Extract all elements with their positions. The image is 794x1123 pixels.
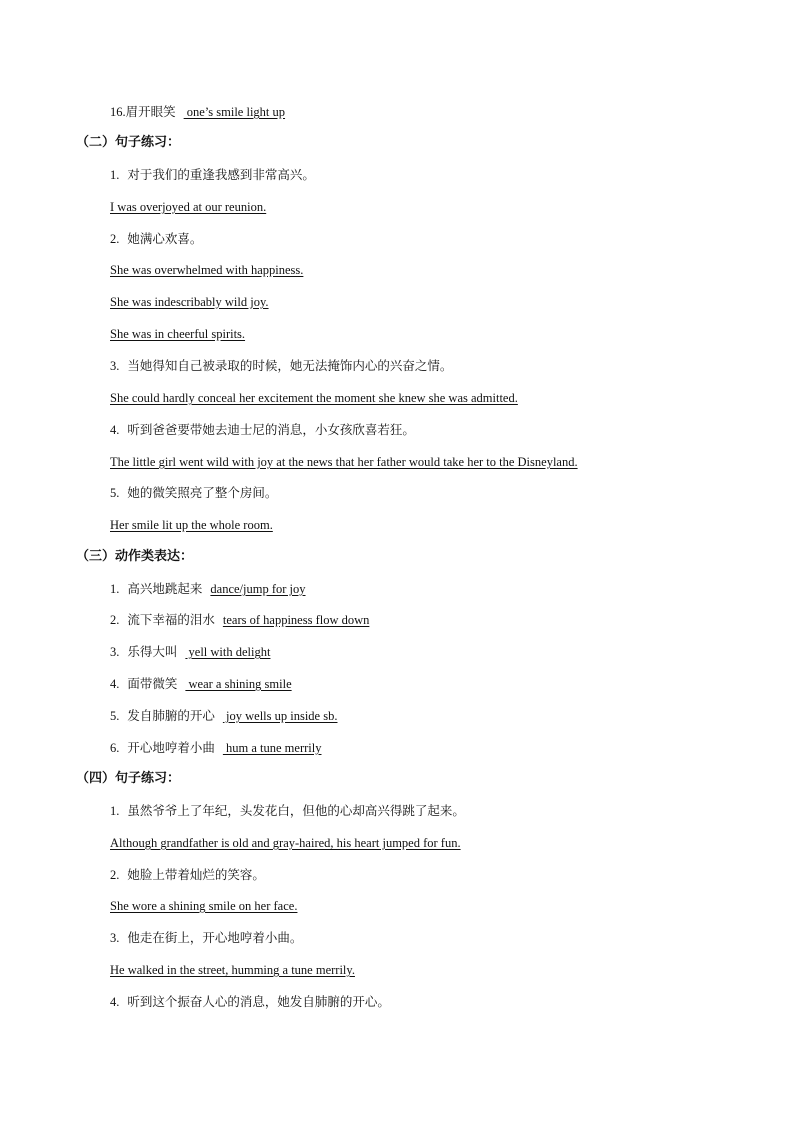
- expression-item-3: [110, 644, 270, 660]
- sentence-item-4: [110, 422, 415, 438]
- sentence-item-3: [110, 358, 452, 374]
- item-english: dance/jump for joy: [210, 582, 306, 596]
- sentence-item-3: [110, 930, 302, 946]
- sentence-translation: [110, 898, 297, 914]
- sentence-translation: [110, 835, 461, 851]
- translation-text: He walked in the street, humming a tune merrily.: [110, 963, 355, 977]
- sentence-translation: [110, 454, 578, 470]
- translation-text: She wore a shining smile on her face.: [110, 899, 298, 913]
- item-chinese: 听到爸爸要带她去迪士尼的消息，小女孩欣喜若狂。: [127, 422, 415, 437]
- translation-text: She was overwhelmed with happiness.: [110, 263, 304, 277]
- translation-text: Although grandfather is old and gray-haired, his heart jumped for fun.: [110, 836, 461, 850]
- expression-item-2: [110, 612, 369, 628]
- item-english: wear a shining smile: [185, 677, 292, 691]
- item-number: 4.: [110, 995, 120, 1009]
- expression-item-1: [110, 581, 306, 597]
- sentence-translation: [110, 326, 245, 342]
- sentence-translation: [110, 199, 266, 215]
- item-number: 3.: [110, 359, 120, 373]
- item-chinese: 她脸上带着灿烂的笑容。: [127, 867, 265, 882]
- item-number: 4.: [110, 423, 120, 437]
- item-chinese: 面带微笑: [127, 676, 178, 691]
- item-number: 2.: [110, 868, 120, 882]
- item-chinese: 她满心欢喜。: [127, 231, 203, 246]
- item-number: 2.: [110, 232, 120, 246]
- item-chinese: 高兴地跳起来: [127, 581, 203, 596]
- item-chinese: 他走在街上，开心地哼着小曲。: [127, 930, 303, 945]
- sentence-item-1: [110, 167, 315, 183]
- item-number: 2.: [110, 613, 120, 627]
- sentence-translation: [110, 962, 355, 978]
- expression-item-6: [110, 740, 321, 756]
- item-chinese: 流下幸福的泪水: [127, 612, 215, 627]
- sentence-translation: [110, 390, 518, 406]
- vocab-item-16: [110, 104, 285, 120]
- item-number: 3.: [110, 645, 120, 659]
- item-english: yell with delight: [185, 645, 271, 659]
- sentence-item-2: [110, 867, 265, 883]
- section-heading-4: （四）句子练习：: [76, 771, 181, 786]
- item-number: 16.: [110, 105, 126, 119]
- item-number: 3.: [110, 931, 120, 945]
- translation-text: She was indescribably wild joy.: [110, 295, 269, 309]
- item-chinese: 乐得大叫: [127, 644, 178, 659]
- item-chinese: 当她得知自己被录取的时候，她无法掩饰内心的兴奋之情。: [127, 358, 453, 373]
- sentence-item-4: [110, 994, 390, 1010]
- item-english: one’s smile light up: [183, 105, 286, 119]
- translation-text: She was in cheerful spirits.: [110, 327, 246, 341]
- translation-text: She could hardly conceal her excitement the moment she knew she was admitted.: [110, 391, 518, 405]
- section-heading-2: （二）句子练习：: [76, 135, 181, 150]
- item-chinese: 她的微笑照亮了整个房间。: [127, 485, 278, 500]
- item-number: 4.: [110, 677, 120, 691]
- item-english: tears of happiness flow down: [222, 613, 370, 627]
- sentence-item-1: [110, 803, 465, 819]
- sentence-item-2: [110, 231, 202, 247]
- item-english: joy wells up inside sb.: [222, 709, 338, 723]
- item-number: 1.: [110, 582, 120, 596]
- item-number: 1.: [110, 168, 120, 182]
- item-number: 5.: [110, 709, 120, 723]
- item-number: 5.: [110, 486, 120, 500]
- item-chinese: 虽然爷爷上了年纪，头发花白，但他的心却高兴得跳了起来。: [127, 803, 465, 818]
- sentence-translation: [110, 517, 273, 533]
- translation-text: Her smile lit up the whole room.: [110, 518, 273, 532]
- section-heading-3: （三）动作类表达：: [76, 549, 194, 564]
- sentence-translation: [110, 294, 269, 310]
- item-chinese: 开心地哼着小曲: [127, 740, 215, 755]
- item-chinese: 发自肺腑的开心: [127, 708, 215, 723]
- item-chinese: 听到这个振奋人心的消息，她发自肺腑的开心。: [127, 994, 390, 1009]
- sentence-item-5: [110, 485, 277, 501]
- expression-item-5: [110, 708, 337, 724]
- item-number: 1.: [110, 804, 120, 818]
- sentence-translation: [110, 262, 303, 278]
- item-english: hum a tune merrily: [222, 741, 322, 755]
- item-chinese: 眉开眼笑: [125, 104, 176, 119]
- item-number: 6.: [110, 741, 120, 755]
- expression-item-4: [110, 676, 292, 692]
- item-chinese: 对于我们的重逢我感到非常高兴。: [127, 167, 315, 182]
- translation-text: I was overjoyed at our reunion.: [110, 200, 267, 214]
- translation-text: The little girl went wild with joy at the news that her father would take her to the Disneyland.: [110, 455, 578, 469]
